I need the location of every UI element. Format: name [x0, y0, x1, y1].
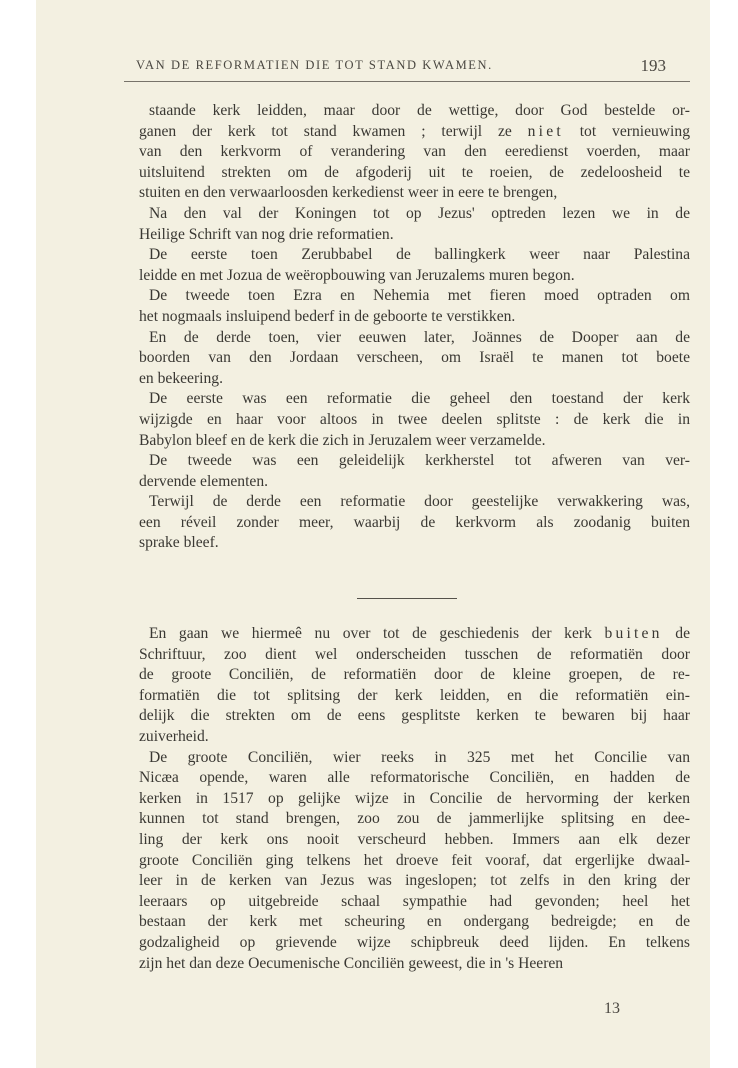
- text-line: zuiverheid.: [139, 727, 209, 745]
- text-line: formatiën die tot splitsing der kerk leidden, en die reformatiën ein-: [139, 686, 690, 704]
- text-line: sprake bleef.: [139, 534, 219, 552]
- text-line: kunnen tot stand brengen, zoo zou de jammerlijke splitsing en dee-: [139, 810, 690, 828]
- text-line: bestaan der kerk met scheuring en ondergang bedreigde; en de: [139, 913, 690, 931]
- text-line: En gaan we hiermeê nu over tot de geschiedenis der kerk buiten de: [149, 625, 690, 642]
- text-line: Heilige Schrift van nog drie reformatien.: [139, 225, 394, 243]
- text-line: De tweede was een geleidelijk kerkherstel tot afweren van ver-: [149, 452, 690, 470]
- text-line: het nogmaals insluipend bederf in de geboorte te verstikken.: [139, 307, 516, 325]
- text-line: ganen der kerk tot stand kwamen ; terwijl ze niet tot vernieuwing: [139, 122, 690, 140]
- book-page: [36, 0, 710, 1068]
- text-line: de groote Conciliën, de reformatiën door de kleine groepen, de re-: [139, 666, 690, 684]
- text-block-upper: [139, 101, 690, 554]
- text-line: zijn het dan deze Oecumenische Conciliën geweest, die in 's Heeren: [139, 954, 564, 972]
- text-line: stuiten en den verwaarloosden kerkedienst weer in eere te brengen,: [139, 184, 558, 202]
- page-number: 193: [640, 56, 666, 75]
- text-line: Terwijl de derde een reformatie door geestelijke verwakkering was,: [149, 493, 690, 511]
- text-line: De eerste toen Zerubbabel de ballingkerk weer naar Palestina: [149, 246, 690, 264]
- text-line: wijzigde en haar voor altoos in twee deelen splitste : de kerk die in: [139, 410, 690, 428]
- text-line: ling der kerk ons nooit verscheurd hebben. Immers aan elk dezer: [139, 830, 690, 848]
- text-block-lower: [139, 624, 690, 974]
- spaced-emphasis: buiten: [604, 625, 663, 642]
- text-line: Na den val der Koningen tot op Jezus' optreden lezen we in de: [149, 204, 690, 222]
- text-line: en bekeering.: [139, 369, 223, 387]
- text-line: boorden van den Jordaan verscheen, om Israël te manen tot boete: [139, 349, 690, 367]
- text-line: De groote Conciliën, wier reeks in 325 met het Concilie van: [149, 748, 690, 766]
- text-line: kerken in 1517 op gelijke wijze in Concilie de hervorming der kerken: [139, 789, 690, 807]
- text-line: leeraars op uitgebreide schaal sympathie had gevonden; heel het: [139, 892, 690, 910]
- text-line: staande kerk leidden, maar door de wettige, door God bestelde or-: [149, 102, 690, 119]
- spaced-emphasis: niet: [527, 122, 564, 140]
- text-line: De tweede toen Ezra en Nehemia met fieren moed optraden om: [149, 287, 690, 305]
- signature-mark: 13: [604, 1000, 620, 1017]
- text-line: leer in de kerken van Jezus was ingeslopen; tot zelfs in den kring der: [139, 872, 690, 890]
- text-line: delijk die strekten om de eens gesplitste kerken te bewaren bij haar: [139, 707, 690, 725]
- text-line: groote Conciliën ging telkens het droeve feit vooraf, dat ergerlijke dwaal-: [139, 851, 690, 869]
- running-head: VAN DE REFORMATIEN DIE TOT STAND KWAMEN.: [136, 58, 493, 72]
- text-line: uitsluitend strekten om de afgoderij uit te roeien, de zedeloosheid te: [139, 163, 690, 181]
- text-line: En de derde toen, vier eeuwen later, Joännes de Dooper aan de: [149, 328, 690, 346]
- text-line: dervende elementen.: [139, 472, 269, 490]
- text-line: leidde en met Jozua de weëropbouwing van Jeruzalems muren begon.: [139, 266, 575, 284]
- text-line: godzaligheid op grievende wijze schipbreuk deed lijden. En telkens: [139, 933, 690, 951]
- header-rule: [124, 81, 690, 82]
- text-line: van den kerkvorm of verandering van den eeredienst voerden, maar: [139, 143, 690, 161]
- text-line: een réveil zonder meer, waarbij de kerkvorm als zoodanig buiten: [139, 513, 690, 531]
- text-line: Schriftuur, zoo dient wel onderscheiden tusschen de reformatiën door: [139, 645, 690, 663]
- text-line: De eerste was een reformatie die geheel den toestand der kerk: [149, 390, 690, 408]
- section-divider: [357, 598, 457, 599]
- text-line: Nicæa opende, waren alle reformatorische Conciliën, en hadden de: [139, 769, 690, 787]
- text-line: Babylon bleef en de kerk die zich in Jeruzalem weer verzamelde.: [139, 431, 546, 449]
